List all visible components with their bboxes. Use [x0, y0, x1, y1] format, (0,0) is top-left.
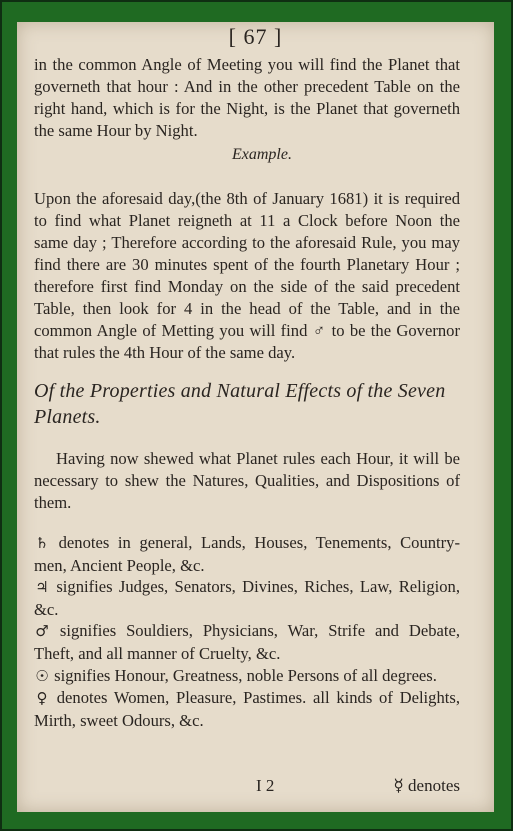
- jupiter-symbol-icon: ♃: [35, 578, 49, 597]
- example-paragraph: Upon the aforesaid day,(the 8th of January 1681) it is required to find what Planet reigneth at 11 a Clock before Noon the same day ; Therefore according to the aforesaid Rule, you may find there are 30 minutes spent of the fourth Planetary Hour ; therefore first find Monday on the side of the said precedent Table, then look for 4 in the head of the Table, and in the common Angle of Metting you will find ♂ to be the Governor that rules the 4th Hour of the same day.: [34, 189, 460, 362]
- section-heading: Of the Properties and Natural Effects of the Seven Planets.: [34, 380, 446, 428]
- venus-symbol-icon: ♀: [36, 689, 48, 708]
- saturn-symbol-icon: ♄: [35, 534, 49, 552]
- mars-symbol-icon: ♂: [35, 622, 49, 641]
- planet-entry-jupiter: [34, 576, 460, 620]
- planet-entry-text: denotes Women, Pleasure, Pastimes. all kinds of Delights, Mirth, sweet Odours, &c.: [34, 688, 460, 730]
- planet-entry-text: signifies Souldiers, Physicians, War, Strife and Debate, Theft, and all manner of Cruelty, &c.: [34, 621, 460, 663]
- paragraph-continuation: in the common Angle of Meeting you will find the Planet that governeth that hour : And in the other precedent Table on the right hand, which is for the Night, is the Planet that governeth the same Hour by Night.: [34, 55, 460, 140]
- planet-entry-venus: [34, 687, 460, 731]
- page-number: [ 67 ]: [228, 24, 283, 49]
- planet-entry-sun: [34, 665, 460, 688]
- planet-list: [34, 532, 460, 731]
- planet-entry-saturn: [34, 532, 460, 576]
- page-footer: [34, 776, 460, 800]
- page-content: [34, 54, 460, 731]
- planet-entry-text: denotes in general, Lands, Houses, Tenements, Country-men, Ancient People, &c.: [34, 533, 460, 575]
- planet-entry-text: signifies Honour, Greatness, noble Persons of all degrees.: [54, 665, 437, 685]
- planet-entry-mars: [34, 620, 460, 664]
- sun-symbol-icon: ☉: [35, 666, 49, 685]
- example-heading: Example.: [232, 146, 292, 163]
- catchword: ☿ denotes: [393, 776, 460, 795]
- signature-mark: I 2: [256, 776, 275, 795]
- book-page: [17, 22, 494, 812]
- intro-paragraph: Having now shewed what Planet rules each Hour, it will be necessary to shew the Natures, Qualities, and Dispositions of them.: [34, 449, 460, 512]
- planet-entry-text: signifies Judges, Senators, Divines, Riches, Law, Religion, &c.: [34, 577, 460, 619]
